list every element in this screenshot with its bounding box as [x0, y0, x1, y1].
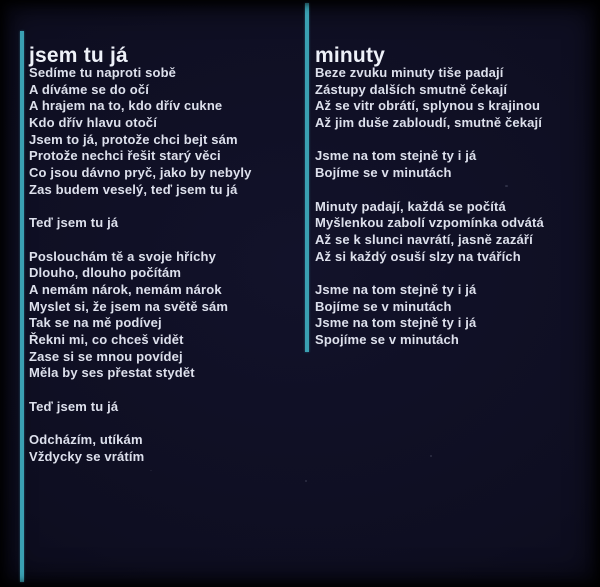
scan-dust-speck	[430, 455, 432, 457]
lyric-line: Teď jsem tu já	[29, 215, 119, 231]
lyric-line: Kdo dřív hlavu otočí	[29, 115, 157, 131]
song-title-jsem-tu-ja: jsem tu já	[29, 44, 128, 68]
lyric-line: Řekni mi, co chceš vidět	[29, 332, 184, 347]
lyric-line: A nemám nárok, nemám nárok	[29, 281, 222, 297]
lyric-line: Až se vitr obrátí, splynou s krajinou	[315, 98, 541, 114]
lyric-line: Až se k slunci navrátí, jasně zazáří	[315, 231, 533, 247]
lyric-line: Jsem to já, protože chci bejt sám	[29, 131, 238, 147]
lyric-line: Až jim duše zabloudí, smutně čekají	[315, 115, 543, 131]
lyric-line: Jsme na tom stejně ty i já	[315, 148, 477, 164]
lyric-line: A hrajem na to, kdo dřív cukne	[29, 98, 223, 114]
lyrics-column-right	[315, 65, 544, 349]
lyric-line: Dlouho, dlouho počítám	[29, 265, 182, 281]
scan-dust-speck	[150, 470, 152, 471]
stanza-gap	[29, 199, 252, 216]
scan-dust-speck	[305, 480, 307, 482]
lyric-line: Vždycky se vrátím	[29, 448, 145, 464]
song-title-minuty: minuty	[315, 44, 386, 68]
lyric-line: Tak se na mě podívej	[29, 315, 162, 331]
stanza-gap	[29, 232, 252, 249]
lyric-line: Až si každý osuší slzy na tvářích	[315, 248, 521, 264]
lyric-line: Jsme na tom stejně ty i já	[315, 281, 477, 297]
lyric-line: Beze zvuku minuty tiše padají	[315, 65, 504, 80]
lyric-line: Zase si se mnou povídej	[29, 348, 183, 364]
lyric-line: Měla by ses přestat stydět	[29, 365, 195, 381]
lyric-line: Sedíme tu naproti sobě	[29, 65, 177, 80]
stanza-gap	[29, 382, 252, 399]
song-accent-bar-left	[20, 31, 24, 582]
lyric-line: Spojíme se v minutách	[315, 332, 460, 347]
lyric-line: Zástupy dalších smutně čekají	[315, 81, 508, 97]
lyric-line: Teď jsem tu já	[29, 398, 119, 414]
lyric-line: Odcházím, utíkám	[29, 432, 143, 448]
song-accent-bar-right	[305, 3, 309, 352]
stanza-gap	[315, 132, 544, 149]
lyric-line: Co jsou dávno pryč, jako by nebyly	[29, 165, 252, 181]
lyric-line: Poslouchám tě a svoje hříchy	[29, 248, 216, 264]
lyrics-column-left	[29, 65, 252, 466]
lyric-line: Protože nechci řešit starý věci	[29, 148, 221, 164]
lyric-line: A díváme se do očí	[29, 81, 149, 97]
stanza-gap	[29, 415, 252, 432]
lyric-line: Myšlenkou zabolí vzpomínka odvátá	[315, 215, 544, 231]
lyric-line: Jsme na tom stejně ty i já	[315, 315, 477, 331]
stanza-gap	[315, 265, 544, 282]
stanza-gap	[315, 182, 544, 199]
lyric-line: Bojíme se v minutách	[315, 165, 452, 181]
lyric-line: Bojíme se v minutách	[315, 298, 452, 314]
lyric-line: Zas budem veselý, teď jsem tu já	[29, 181, 238, 197]
lyric-line: Minuty padají, každá se počítá	[315, 198, 506, 214]
lyric-line: Myslet si, že jsem na světě sám	[29, 298, 229, 314]
